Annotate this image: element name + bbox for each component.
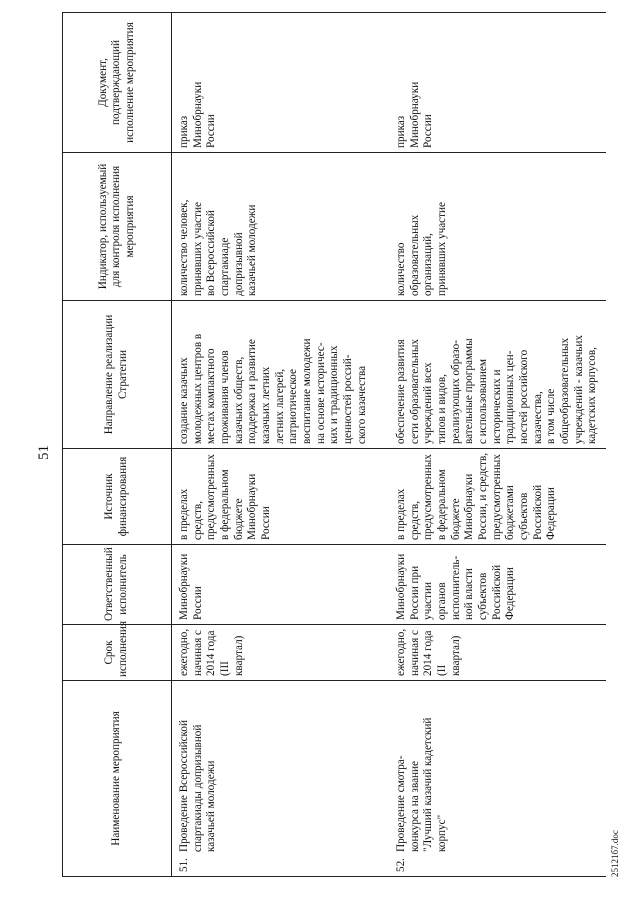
direction-text-line: в том числе [545,388,558,444]
column-header-executor: Ответственный исполнитель [63,545,172,625]
name-text-line: корпус" [435,814,448,852]
executor-text-line: России [191,586,204,620]
document-text-line: России [205,114,218,148]
direction-text-line: патриотическое [287,369,300,444]
column-header-document: Документ, подтверждающий исполнение мероприятия [63,13,172,153]
funding-text-line: предусмотренных [490,454,503,540]
funding-text-line: бюджете [449,498,462,540]
name-text-line: Проведение смотра- [395,755,407,852]
table-row [389,13,606,877]
funding-text-line: России [259,506,272,540]
funding-text-line: предусмотренных [205,454,218,540]
row-number: 52. [395,858,407,872]
funding-text-line: средств, [191,500,204,540]
deadline-text-line: квартал) [232,635,245,676]
indicator-text-line: количество человек, [178,199,190,296]
executor-text-line: Минобрнауки [395,553,407,620]
document-text-line: приказ [178,115,190,148]
cell-document [172,13,390,153]
direction-text-line: местах компактного [205,348,218,444]
cell-executor [172,545,390,625]
direction-text-line: молодежных центров в [191,333,204,444]
cell-indicator [172,153,390,301]
direction-text-line: ского казачества [355,365,368,444]
direction-text-line: вательные программы [463,338,476,444]
indicator-text-line: количество [395,242,407,296]
funding-text-line: средств, [408,500,421,540]
document-text-line: приказ [395,115,407,148]
direction-text-line: реализующих образо- [449,340,462,444]
name-text-line: казачьей молодежи [205,760,218,852]
funding-text-line: Минобрнауки [246,473,259,540]
executor-text-line: субъектов [476,572,489,620]
indicator-text-line: принявших участие [191,202,204,296]
deadline-text-line: ежегодно, [395,628,407,676]
cell-funding [389,449,606,545]
deadline-text-line: (II [435,664,448,676]
direction-text-line: кадетских корпусов, [586,347,599,444]
indicator-text-line: казачьей молодежи [246,204,259,296]
direction-text-line: на основе историчес- [314,342,327,444]
indicator-text-line: принявших участие [435,202,448,296]
deadline-text-line: 2014 года [205,630,218,676]
executor-text-line: исполнитель- [449,555,462,620]
deadline-text-line: начиная с [191,630,204,676]
name-text-line: Проведение Всероссийской [178,719,190,852]
cell-name [172,681,390,877]
funding-text-line: в пределах [178,488,190,540]
executor-text-line: России при [408,565,421,620]
column-header-funding: Источник финансирования [63,449,172,545]
name-text-line: спартакиады допризывной [191,724,204,852]
deadline-text-line: ежегодно, [178,628,190,676]
deadline-text-line: начиная с [408,630,421,676]
document-text-line: России [422,114,435,148]
cell-direction [172,301,390,449]
indicator-text-line: организаций, [422,233,435,296]
table-row [172,13,390,877]
direction-text-line: казачьих летних [259,366,272,444]
cell-indicator [389,153,606,301]
direction-text-line: учреждений всех [422,362,435,444]
deadline-text-line: (III [218,661,231,676]
column-header-direction: Направление реализации Стратегии [63,301,172,449]
executor-text-line: Минобрнауки [178,553,190,620]
funding-text-line: России, и средств, [476,452,489,540]
direction-text-line: ностей российского [517,349,530,444]
document-text-line: Минобрнауки [408,81,421,148]
direction-text-line: воспитание молодежи [300,338,313,444]
direction-text-line: сети образовательных [408,339,421,444]
activities-table [62,12,606,877]
executor-text-line: Российской [490,564,503,620]
row-number: 51. [178,858,190,872]
direction-text-line: исторических и [490,369,503,444]
cell-name [389,681,606,877]
direction-text-line: поддержка и развитие [246,339,259,444]
direction-text-line: летних лагерей, [273,368,286,444]
direction-text-line: создание казачьих [178,357,190,444]
indicator-text-line: образовательных [408,214,421,296]
name-text-line: конкурса на звание [408,761,421,852]
document-text-line: Минобрнауки [191,81,204,148]
direction-text-line: ких и традиционных [328,345,341,444]
funding-text-line: в федеральном [435,469,448,540]
cell-executor [389,545,606,625]
funding-text-line: предусмотренных [422,454,435,540]
direction-text-line: традиционных цен- [504,350,517,444]
direction-text-line: общеобразовательных [558,337,571,444]
cell-deadline [172,625,390,681]
direction-text-line: учреждений - казачьих [572,335,585,444]
direction-text-line: с использованием [476,359,489,444]
funding-text-line: в пределах [395,488,407,540]
cell-document [389,13,606,153]
executor-text-line: органов [435,582,448,620]
document-code: 25121б7.doc [610,830,620,877]
indicator-text-line: во Всероссийской [205,210,218,296]
executor-text-line: Федерации [504,567,517,620]
column-header-name: Наименование мероприятия [63,681,172,877]
executor-text-line: участии [422,581,435,620]
direction-text-line: обеспечение развития [395,339,407,444]
funding-text-line: Минобрнауки [463,473,476,540]
name-text-line: "Лучший казачий кадетский [422,717,435,852]
funding-text-line: субъектов [517,492,530,540]
indicator-text-line: спартакиаде [218,237,231,296]
cell-funding [172,449,390,545]
direction-text-line: казачьих обществ, [232,356,245,444]
deadline-text-line: 2014 года [422,630,435,676]
direction-text-line: казачества, [531,391,544,444]
funding-text-line: Федерации [545,487,558,540]
cell-deadline [389,625,606,681]
deadline-text-line: квартал) [449,635,462,676]
cell-direction [389,301,606,449]
column-header-deadline: Срок исполнения [63,625,172,681]
executor-text-line: ной власти [463,568,476,620]
funding-text-line: в федеральном [218,469,231,540]
funding-text-line: бюджете [232,498,245,540]
direction-text-line: типов и видов, [435,374,448,444]
direction-text-line: проживания членов [218,350,231,444]
funding-text-line: бюджетами [504,485,517,540]
page-number: 51 [36,445,52,460]
column-header-indicator: Индикатор, используемый для контроля исполнения мероприятия [63,153,172,301]
funding-text-line: Российской [531,484,544,540]
table-header-row [63,13,172,877]
indicator-text-line: допризывной [232,232,245,296]
direction-text-line: ценностей россий- [341,354,354,444]
